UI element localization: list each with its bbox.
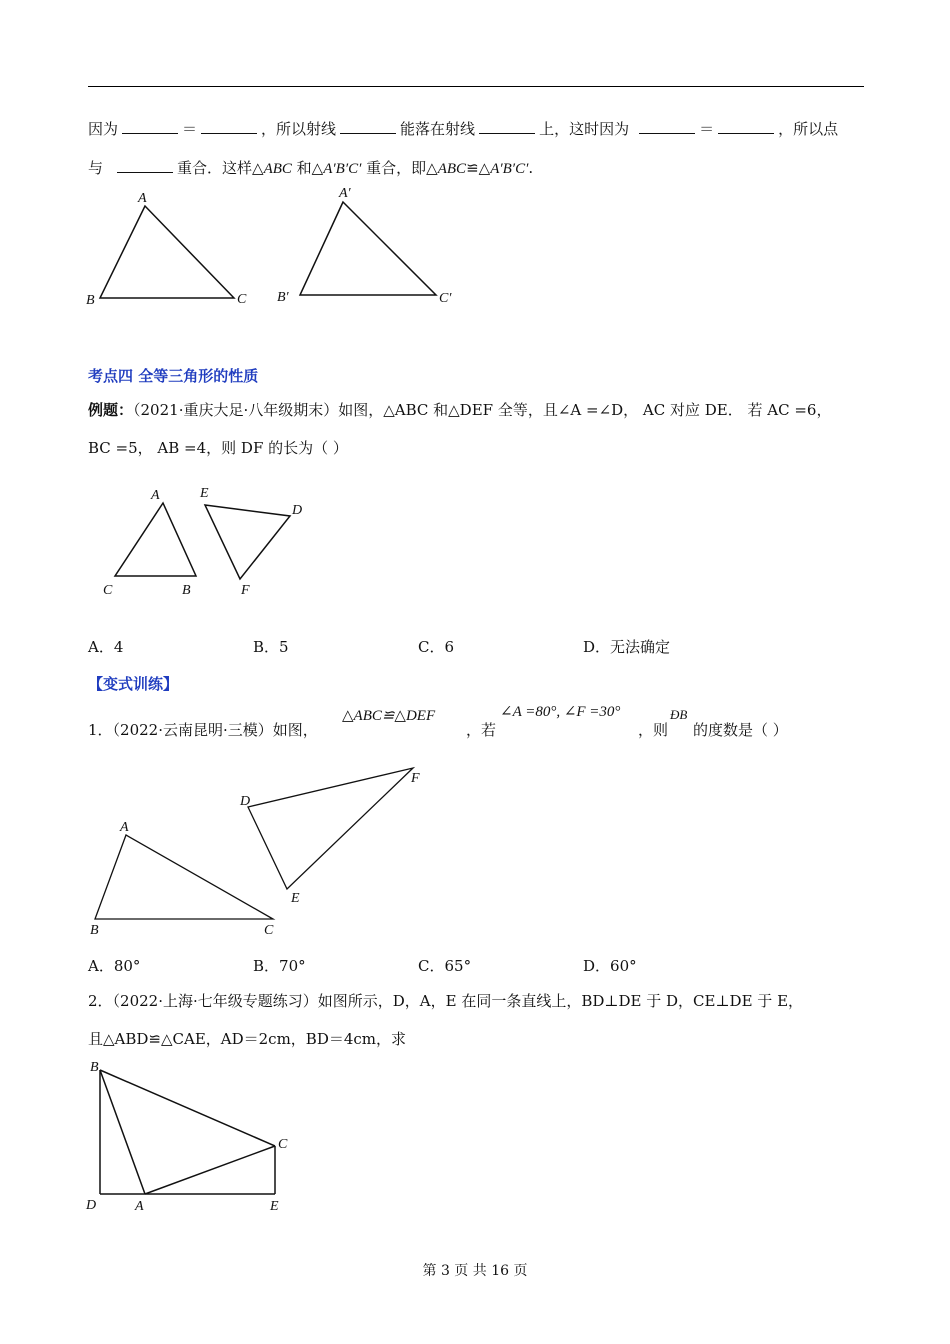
page-footer: 第 3 页 共 16 页 [422, 1263, 528, 1279]
label-f: F [411, 771, 420, 786]
option-c[interactable]: C．6 [418, 638, 455, 656]
option-b[interactable]: B．70° [253, 957, 306, 975]
label-a: A [135, 1199, 144, 1214]
label-c: C [264, 923, 274, 938]
q2-line-2: 且△ABD≌△CAE，AD＝2cm，BD＝4cm，求 [88, 1030, 407, 1048]
q1-line: 1．（2022·云南昆明·三模）如图， [88, 721, 318, 739]
option-d[interactable]: D．60° [583, 957, 637, 975]
label-a: A [138, 191, 147, 206]
q1-text-then: ，则 [638, 721, 669, 739]
label-a: A [151, 488, 160, 503]
label-c: C [237, 292, 247, 307]
label-d: D [240, 794, 251, 809]
proof-line-1: 因为 ＝ ，所以射线 能落在射线 上，这时因为 ＝ ，所以点 [88, 120, 839, 138]
label-b-prime: B′ [277, 290, 289, 305]
option-d[interactable]: D．无法确定 [583, 638, 671, 656]
option-b[interactable]: B．5 [253, 638, 289, 656]
label-e: E [291, 891, 300, 906]
label-c-prime: C′ [439, 291, 452, 306]
q1-math-congruence: △ABC≌△DEF [342, 708, 436, 724]
label-f: F [241, 583, 250, 598]
label-d: D [86, 1198, 97, 1213]
option-a[interactable]: A．4 [88, 638, 124, 656]
label-a: A [120, 820, 129, 835]
label-c: C [103, 583, 113, 598]
label-b: B [90, 923, 99, 938]
label-b: B [182, 583, 191, 598]
example-line-1: 例题：（2021·重庆大足·八年级期末）如图，△ABC 和△DEF 全等，且∠A =∠D， AC 对应 DE． 若 AC =6， [88, 401, 832, 419]
example-line-2: BC =5， AB =4，则 DF 的长为（ ） [88, 439, 348, 457]
label-b: B [86, 293, 95, 308]
option-a[interactable]: A．80° [88, 957, 141, 975]
label-e: E [270, 1199, 279, 1214]
label-d: D [292, 503, 303, 518]
q1-math-angles: ∠A =80°, ∠F =30° [500, 704, 621, 720]
label-b: B [90, 1060, 99, 1075]
label-a-prime: A′ [339, 186, 351, 201]
variant-title: 【变式训练】 [88, 675, 179, 693]
q2-line-1: 2．（2022·上海·七年级专题练习）如图所示，D，A，E 在同一条直线上，BD⊥DE 于 D，CE⊥DE 于 E， [88, 992, 804, 1010]
q1-text-degree: 的度数是（ ） [693, 721, 788, 739]
option-c[interactable]: C．65° [418, 957, 472, 975]
q1-text-if: ，若 [466, 721, 497, 739]
label-e: E [200, 486, 209, 501]
q1-math-angle-b: ÐB [670, 707, 688, 722]
section-title: 考点四 全等三角形的性质 [88, 367, 259, 385]
label-c: C [278, 1137, 288, 1152]
proof-line-2: 与 重合．这样△ABC 和△A′B′C′ 重合，即△ABC≌△A′B′C′. [88, 159, 534, 177]
